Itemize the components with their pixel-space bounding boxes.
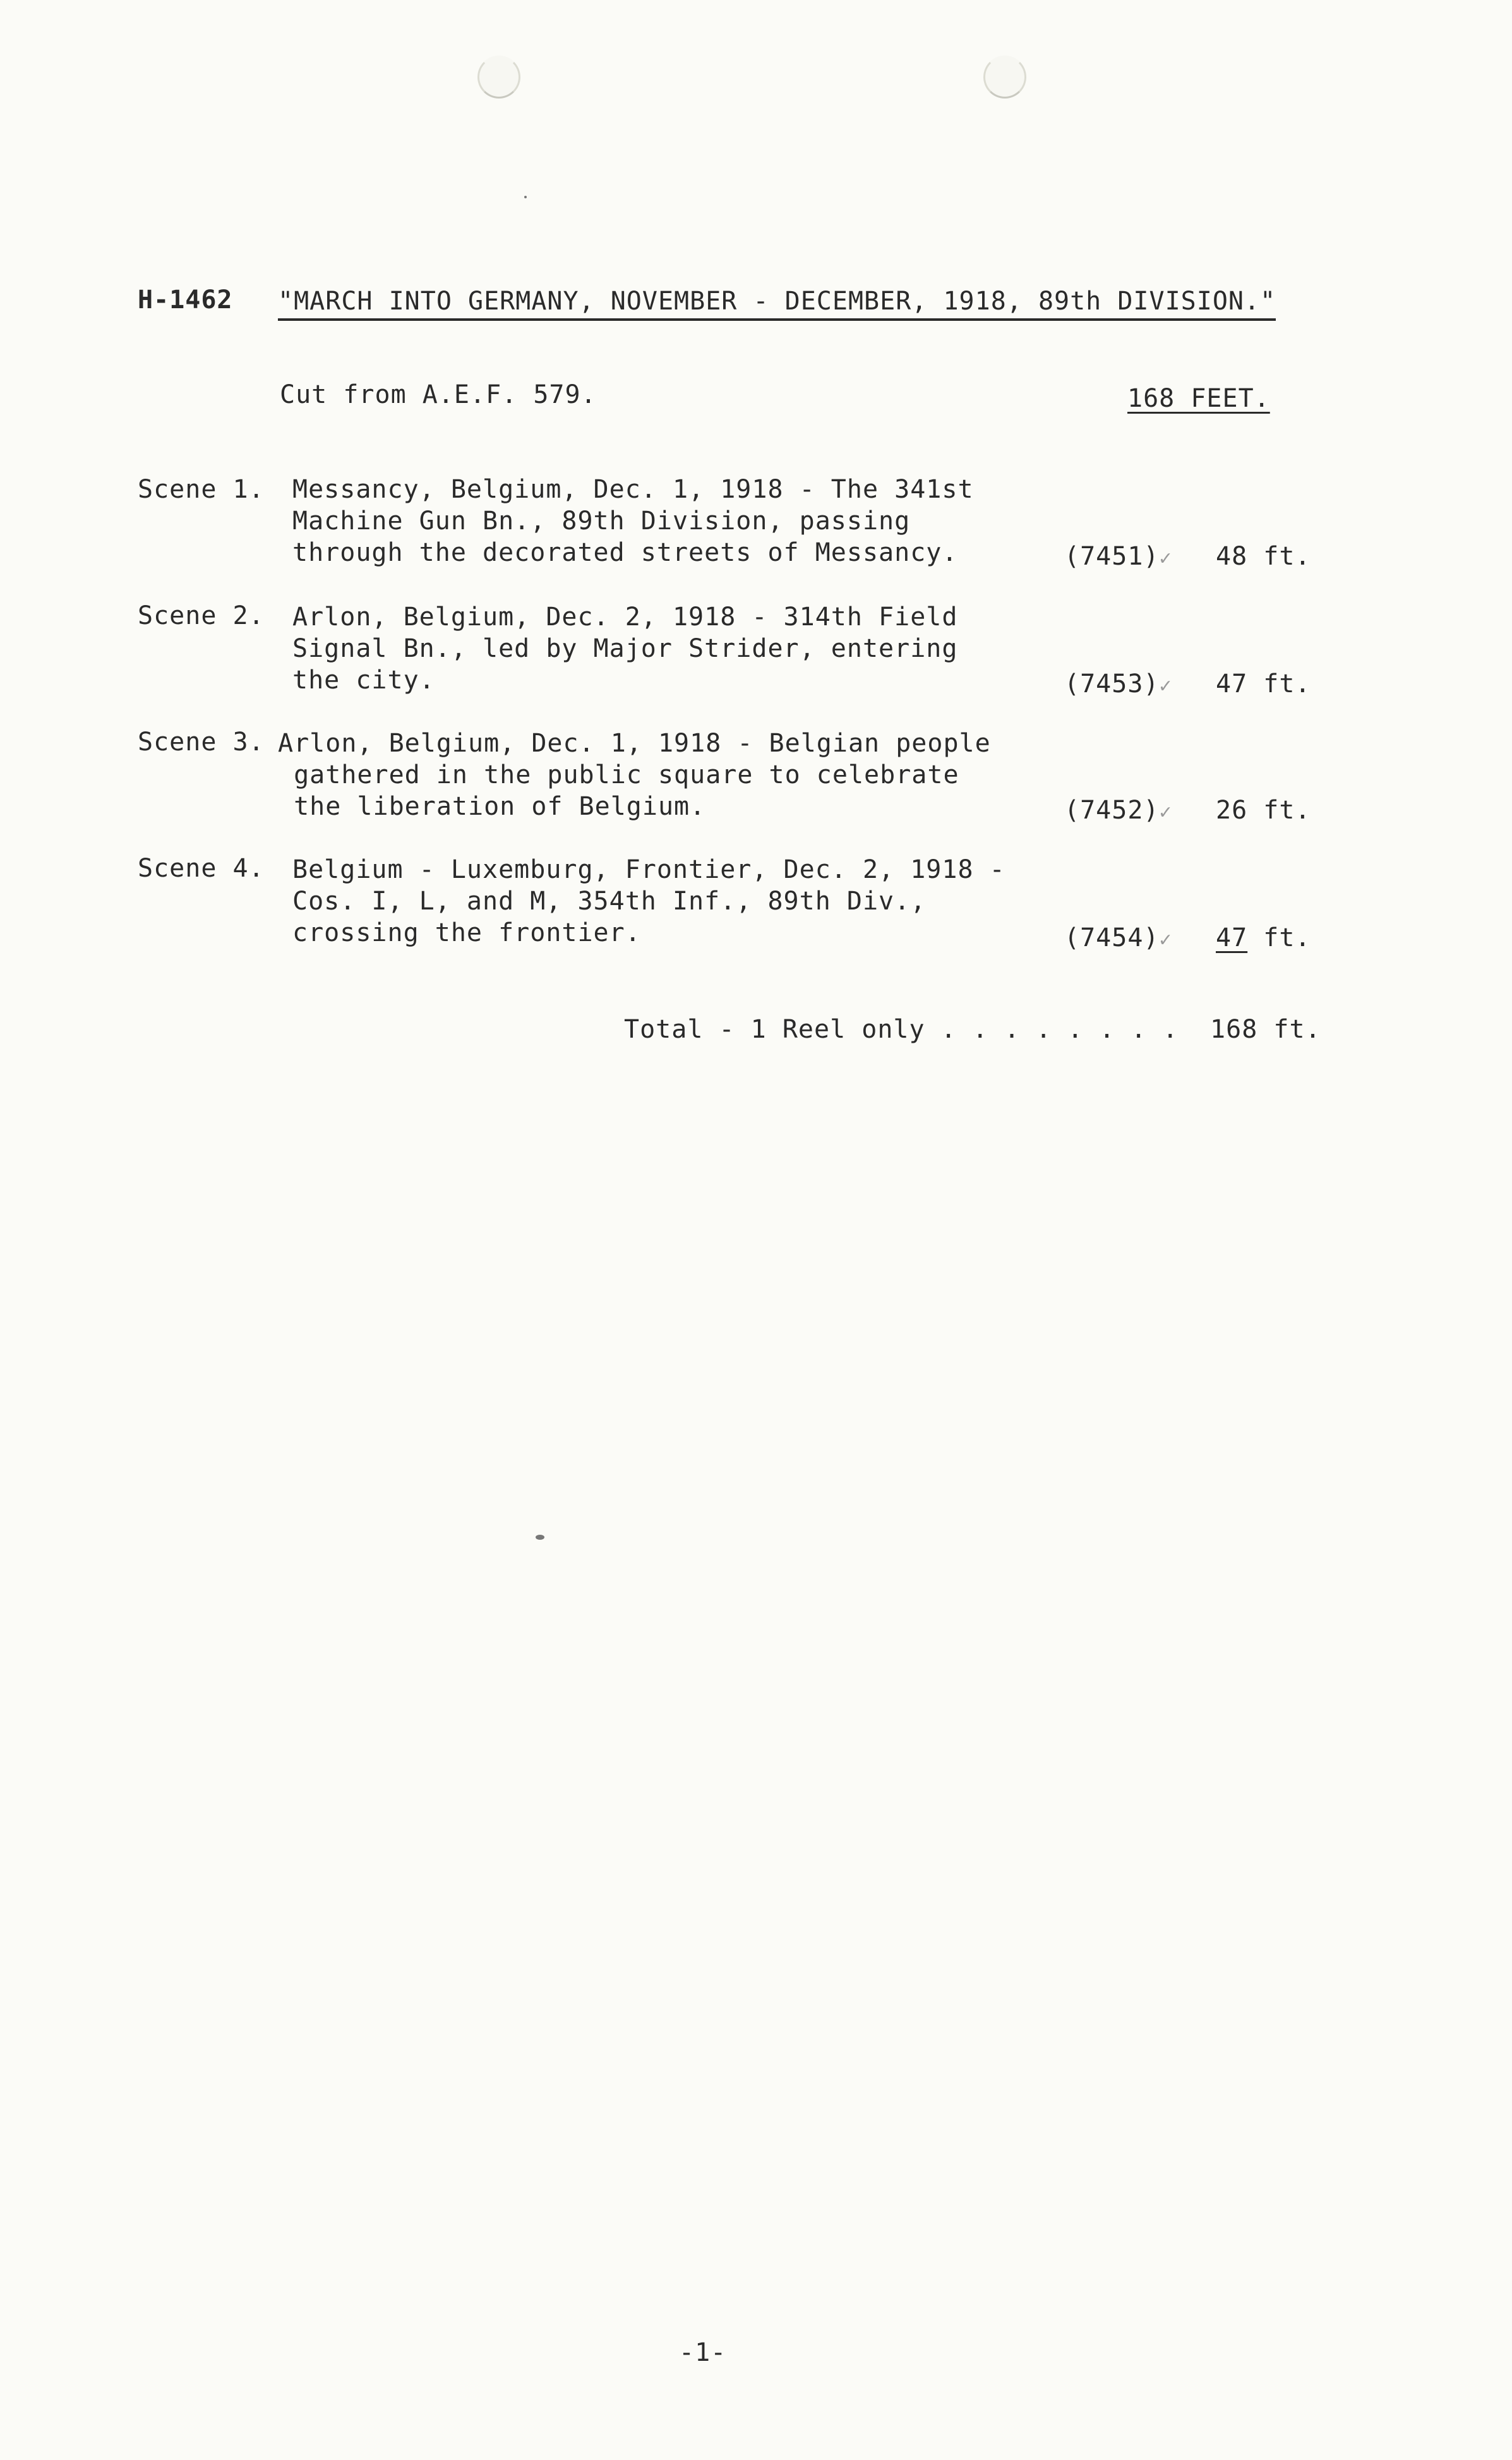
paper-speck [536, 1535, 544, 1540]
scene-footage: 48 ft. [1216, 542, 1311, 571]
scene-description-line: the liberation of Belgium. [278, 792, 706, 821]
scene-description-line: Cos. I, L, and M, 354th Inf., 89th Div., [292, 887, 927, 916]
scene-reference-number: (7452) [1064, 796, 1160, 825]
scene-description-line: Signal Bn., led by Major Strider, entering [292, 634, 958, 663]
scene-reference-number: (7451) [1064, 542, 1160, 571]
scene-reference-number: (7454) [1064, 923, 1160, 952]
scene-description-line: Arlon, Belgium, Dec. 1, 1918 - Belgian people [278, 729, 991, 758]
cut-from-note: Cut from A.E.F. 579. [280, 380, 597, 409]
scene-description-line: crossing the frontier. [292, 918, 641, 947]
paper-speck [524, 196, 527, 198]
scene-footage [1216, 922, 1311, 954]
film-id: H-1462 [138, 285, 233, 315]
scene-description-line: Messancy, Belgium, Dec. 1, 1918 - The 341st [292, 475, 974, 504]
page-number: -1- [679, 2338, 727, 2367]
scene-description-line: Belgium - Luxemburg, Frontier, Dec. 2, 1918 - [292, 855, 1005, 884]
scene-description [278, 728, 991, 822]
scene-description-line: Machine Gun Bn., 89th Division, passing [292, 507, 911, 536]
total-line: Total - 1 Reel only . . . . . . . . 168 ft. [624, 1015, 1321, 1044]
checkmark-icon: ✓ [1159, 673, 1172, 697]
punch-hole-right [983, 56, 1026, 99]
scene-label: Scene 2. [138, 601, 265, 630]
scene-reference [1064, 922, 1172, 955]
scene-description [292, 854, 1005, 949]
scene-reference [1064, 541, 1172, 573]
scene-description [292, 474, 974, 568]
scene-footage-unit: ft. [1247, 923, 1311, 952]
scene-description-line: the city. [292, 666, 435, 695]
scene-footage: 26 ft. [1216, 796, 1311, 825]
checkmark-icon: ✓ [1159, 546, 1172, 570]
scene-reference [1064, 795, 1172, 827]
total-feet-header: 168 FEET. [1127, 384, 1270, 413]
scene-description-line: gathered in the public square to celebrate [278, 760, 959, 789]
scene-label: Scene 3. [138, 728, 265, 757]
punch-hole-left [477, 56, 520, 99]
scene-reference [1064, 668, 1172, 701]
scene-footage-number: 47 [1216, 923, 1248, 952]
film-title: "MARCH INTO GERMANY, NOVEMBER - DECEMBER, 1918, 89th DIVISION." [278, 285, 1276, 321]
checkmark-icon: ✓ [1159, 927, 1172, 951]
checkmark-icon: ✓ [1159, 800, 1172, 824]
scene-label: Scene 4. [138, 854, 265, 883]
scene-footage: 47 ft. [1216, 669, 1311, 699]
scene-description-line: through the decorated streets of Messancy. [292, 538, 958, 567]
scene-description [292, 601, 957, 696]
scene-description-line: Arlon, Belgium, Dec. 2, 1918 - 314th Field [292, 603, 958, 632]
scene-reference-number: (7453) [1064, 669, 1160, 699]
scene-label: Scene 1. [138, 475, 265, 504]
